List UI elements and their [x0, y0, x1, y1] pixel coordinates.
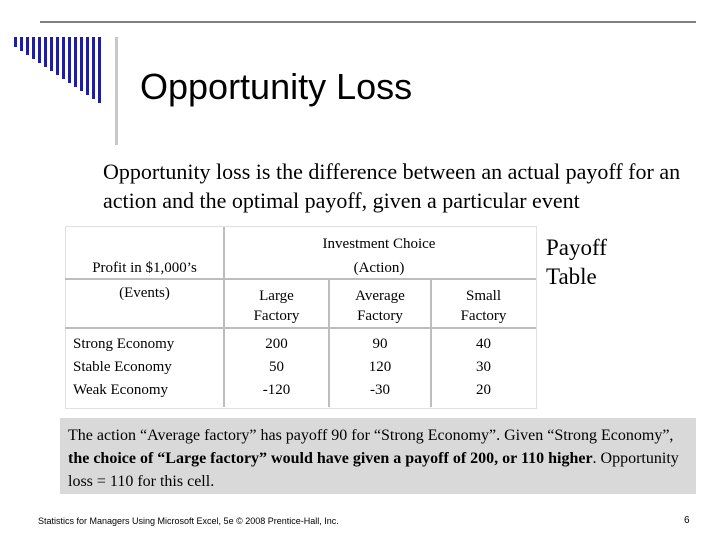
- column-header-average: [330, 286, 430, 326]
- average-factory-values: [330, 333, 430, 402]
- column-header-average-line2: Factory: [357, 308, 403, 324]
- table-cell: -30: [370, 382, 390, 398]
- table-cell: 20: [476, 382, 491, 398]
- payoff-label-line1: Payoff: [546, 235, 607, 260]
- event-label-stable: Stable Economy: [73, 359, 172, 375]
- column-header-large-line1: Large: [259, 288, 294, 304]
- decorative-bars-graphic: [14, 37, 124, 147]
- table-cell: 200: [265, 336, 288, 352]
- column-header-large-line2: Factory: [253, 308, 300, 324]
- column-header-small-line2: Factory: [460, 308, 507, 324]
- header-investment-choice: Investment Choice: [322, 236, 436, 252]
- large-factory-values: [225, 333, 328, 402]
- header-profit: Profit in $1,000’s: [92, 260, 197, 276]
- table-cell: 40: [476, 336, 491, 352]
- event-label-weak: Weak Economy: [73, 382, 169, 398]
- table-cell: 30: [476, 359, 491, 375]
- table-cell: -120: [262, 382, 291, 398]
- footer-citation: Statistics for Managers Using Microsoft Excel, 5e © 2008 Prentice-Hall, Inc.: [38, 516, 339, 526]
- note-text-emphasis: the choice of “Large factory” would have given a payoff of 200, or 110 higher: [68, 450, 593, 467]
- event-labels: [73, 333, 174, 402]
- column-header-small: [432, 286, 535, 326]
- slide-title: Opportunity Loss: [140, 66, 413, 107]
- table-cell: 90: [372, 336, 388, 352]
- column-header-average-line1: Average: [355, 288, 405, 304]
- header-action: (Action): [353, 260, 405, 276]
- header-rule: [40, 21, 696, 23]
- table-divider-top: [65, 278, 536, 280]
- header-events: (Events): [119, 285, 170, 301]
- definition-text: Opportunity loss is the difference between an actual payoff for an action and the optimal payoff, given a particular event: [103, 159, 681, 213]
- payoff-table-label: [546, 233, 607, 291]
- column-header-large: [225, 286, 328, 326]
- note-text-part1: The action “Average factory” has payoff 90 for “Strong Economy”. Given “Strong Economy”,: [68, 427, 674, 444]
- table-cell: 120: [368, 359, 392, 375]
- payoff-label-line2: Table: [546, 264, 597, 289]
- event-label-strong: Strong Economy: [73, 336, 175, 352]
- page-number: 6: [684, 515, 690, 526]
- column-header-small-line1: Small: [465, 288, 501, 304]
- note-text-part3: . Opportunity loss = 110 for this cell.: [68, 450, 679, 490]
- small-factory-values: [432, 333, 535, 402]
- table-cell: 50: [269, 359, 284, 375]
- explanation-note: [60, 418, 696, 494]
- table-divider-header: [65, 327, 536, 329]
